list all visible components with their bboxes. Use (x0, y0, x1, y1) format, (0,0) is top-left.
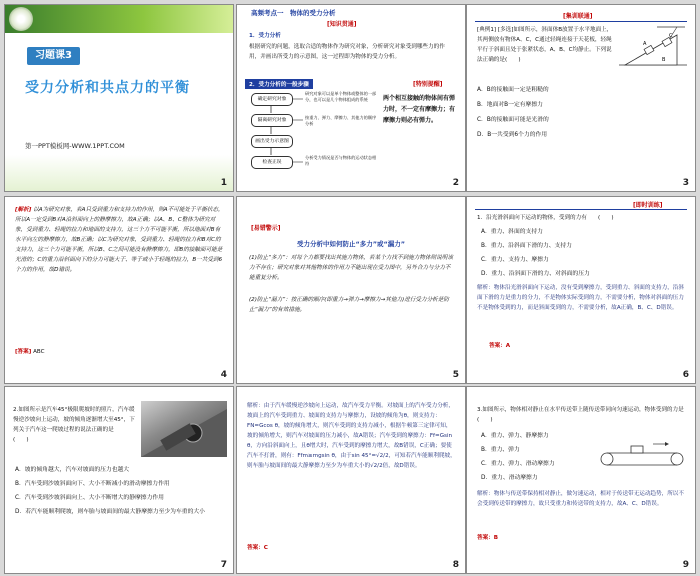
slide-3[interactable] (466, 4, 696, 192)
header-rule (475, 21, 687, 22)
answer-value: ABC (33, 349, 45, 355)
svg-text:A: A (643, 41, 647, 47)
answer-line: 答案：C (247, 545, 268, 551)
answer-label: [答案] (15, 349, 32, 355)
slide-number: 2 (452, 178, 459, 188)
slide-number: 5 (452, 370, 459, 380)
question-text: 3.如图所示，物体相对静止在水平传送带上随传送带同向匀速运动，物体受到的力是 ( ) (477, 407, 695, 423)
option-d[interactable]: D．B一共受到6个力的作用 (477, 132, 548, 138)
option-a[interactable]: A．B的接触面一定是粗糙的 (477, 87, 549, 93)
option-c[interactable]: C．重力、弹力、滑动摩擦力 (481, 461, 555, 467)
answer-line: 答案：B (477, 535, 499, 541)
slide-9[interactable] (466, 386, 696, 574)
option-a[interactable]: A．坡的倾角越大，汽车对坡面的压力也越大 (15, 467, 130, 473)
analysis-text: 解析：物体沿光滑斜面向下运动，没有受到摩擦力，受到重力、斜面的支持力，沿斜面下滑的力是重力的分力，不是物体实际受到的力，不需要分析，物体对斜面的压力不是物体受到的力，而是斜面受到的力，不需要分析，故A正确，B、C、D错误。 (477, 285, 684, 311)
header-rule (475, 209, 687, 210)
slide-8[interactable] (236, 386, 466, 574)
question-text: 2.如图所示是汽车45°极限爬坡时的照片，汽车缓慢逆沙坡向上运动，坡的倾角逐渐增大至45°，下列关于汽车这一爬坡过程的说法正确的是 ( ) (13, 407, 135, 443)
step-note-4: 分析受力情况是否与物体的运动状态相符 (305, 155, 377, 166)
slide-number: 8 (452, 560, 459, 570)
practice-tag: [集训联通] (563, 13, 593, 20)
warning-tag: [易错警示] (251, 225, 281, 232)
slide1-top-band (5, 5, 234, 33)
analysis-text: 解析：由于汽车缓慢逆沙坡向上运动，故汽车受力平衡。对坡面上的汽车受力分析，坡面上的汽车受到重力、坡面的支持力与摩擦力，设坡的倾角为θ，则支持力：FN=Gcos θ，坡的倾角增大，则汽车受到的支持力减小，根据牛顿第三定律可知，坡的倾角增大，则汽车对坡面的压力减小，故A错误；汽车受到的摩擦力：Ff=Gsin θ，方向沿斜面向上，且θ增大时，汽车受到的摩擦力增大，故B错误，C正确；要使汽车不打滑，则有：Ffm≥mgsin θ，由于sin 45°=√2/2，可知若汽车能顺利爬坡，则车胎与坡面间的最大静摩擦力至少为车重大小的√2/2倍，故D错误。 (247, 403, 456, 469)
section1-heading: 1．受力分析 (249, 33, 281, 39)
option-d[interactable]: D．若汽车能顺利爬坡，则车胎与坡面间的最大静摩擦力至少为车重的大小 (15, 509, 205, 515)
slide-number: 4 (220, 370, 227, 380)
option-b[interactable]: B．重力、沿斜面下滑的力、支持力 (481, 243, 572, 249)
slide1-bottom-band (5, 155, 234, 192)
special-text: 两个相互接触的物体间有弹力时，不一定有摩擦力；有摩擦力则必有弹力。 (383, 95, 456, 124)
slide-1[interactable] (4, 4, 234, 192)
analysis-text (15, 205, 225, 275)
answer-line (15, 347, 45, 357)
conveyor-diagram (595, 441, 689, 471)
slide-number: 6 (682, 370, 689, 380)
svg-text:B: B (662, 57, 666, 63)
slide-number: 7 (220, 560, 227, 570)
slide-7[interactable] (4, 386, 234, 574)
knowledge-tag: [知识贯通] (327, 21, 357, 28)
step-note-2: 按重力、弹力、摩擦力、其他力的顺序分析 (305, 115, 377, 126)
option-c[interactable]: C．B的接触面可能是光滑的 (477, 117, 549, 123)
warning-p1: (1)防止“多力”：对每个力都要找出其施力物体，若某个力找不到施力物体则说明该力不存在；研究对象对其他物体的作用力不能出现在受力图中，另外合力与分力不能重复分析。 (249, 255, 453, 281)
analysis-text: 解析：物体与传送带保持相对静止，做匀速运动，相对于传送带无运动趋势，所以不会受到传送带的摩擦力，故只受重力和传送带的支持力，故A、C、D错误。 (477, 491, 684, 507)
slide-4[interactable] (4, 196, 234, 384)
lesson-label: 习题课3 (27, 47, 80, 65)
option-b[interactable]: B．汽车受到沙坡斜面向下、大小不断减小的滑动摩擦力作用 (15, 481, 170, 487)
question-text: 1．沿光滑斜面向下运动的物体，受到的力有 ( ) (477, 215, 614, 221)
slide-number: 3 (682, 178, 689, 188)
car-photo-shape (141, 401, 227, 457)
slide1-title: 受力分析和共点力的平衡 (25, 80, 190, 96)
option-b[interactable]: B．重力、弹力 (481, 447, 520, 453)
option-a[interactable]: A．重力、弹力、静摩擦力 (481, 433, 549, 439)
question-text: [典例1] [多选]如图所示，斜面体B放置于水平地面上，其两侧放有物体A、C，C通过轻绳连接于天花板，轻绳平行于斜面且处于张紧状态，A、B、C均静止。下列说法正确的是( ) (477, 27, 613, 63)
slide-6[interactable] (466, 196, 696, 384)
svg-text:C: C (669, 33, 673, 39)
step-box-4: 检查正误 (251, 156, 293, 169)
step-box-3: 画出受力示意图 (251, 135, 293, 148)
car-photo (141, 401, 227, 457)
step-box-1: 确定研究对象 (251, 93, 293, 106)
slide-number: 9 (682, 560, 689, 570)
option-b[interactable]: B．地面对B一定有摩擦力 (477, 102, 543, 108)
special-tag: [特别提醒] (413, 81, 443, 88)
answer-line: 答案：A (489, 343, 511, 349)
section2-heading: 2．受力分析的一般步骤 (245, 79, 313, 89)
option-c[interactable]: C．汽车受到沙坡斜面向上、大小不断增大的静摩擦力作用 (15, 495, 164, 501)
option-a[interactable]: A．重力、斜面的支持力 (481, 229, 543, 235)
analysis-label: [解析] (15, 207, 32, 213)
slide2-header: 高频考点一 物体的受力分析 (251, 9, 336, 17)
dandelion-image (9, 7, 33, 31)
section1-text: 根据研究的问题，选取合适的物体作为研究对象，分析研究对象受到哪些力的作用，并画出所受力的示意图，这一过程即为物体的受力分析。 (249, 44, 445, 60)
slide1-footer: 第一PPT模板网-WWW.1PPT.COM (25, 142, 125, 150)
slide-2[interactable] (236, 4, 466, 192)
training-tag: [即时训练] (633, 202, 663, 209)
option-c[interactable]: C．重力、支持力、摩擦力 (481, 257, 549, 263)
option-d[interactable]: D．重力、滑动摩擦力 (481, 475, 538, 481)
step-note-1: 研究对象可以是单个物体或整体的一部分，也可以是几个物体组成的系统 (305, 91, 377, 102)
warning-title: 受力分析中如何防止“多力”或“漏力” (296, 240, 406, 248)
slide-number: 1 (220, 178, 227, 188)
option-d[interactable]: D．重力、沿斜面下滑的力、对斜面的压力 (481, 271, 590, 277)
warning-p2: (2)防止“漏力”：按正确的顺序(即重力→弹力→摩擦力→其他力)进行受力分析是防止“漏力”的有效措施。 (249, 297, 449, 313)
step-box-2: 隔离研究对象 (251, 114, 293, 127)
slide-5[interactable] (236, 196, 466, 384)
incline-diagram (617, 25, 689, 71)
analysis-body: 以A为研究对象，若A只受到重力和支持力的作用，则A不可能处于平衡状态，所以A一定受到B对A沿斜面向上的静摩擦力，故A正确；以A、B、C整体为研究对象，受到重力、轻绳的拉力和地面的支持力，这三个力不可能平衡，所以地面对B有水平向左的静摩擦力，故B正确；以C为研究对象，受到重力、轻绳的拉力和B对C的支持力，这三个力可能平衡，所以B、C之间可能没有静摩擦力，即B的接触面可能是光滑的；C的重力沿斜面向下的分力可能大于、等于或小于轻绳的拉力，B一共受到6个力的作用，故D错误。 (15, 207, 224, 273)
